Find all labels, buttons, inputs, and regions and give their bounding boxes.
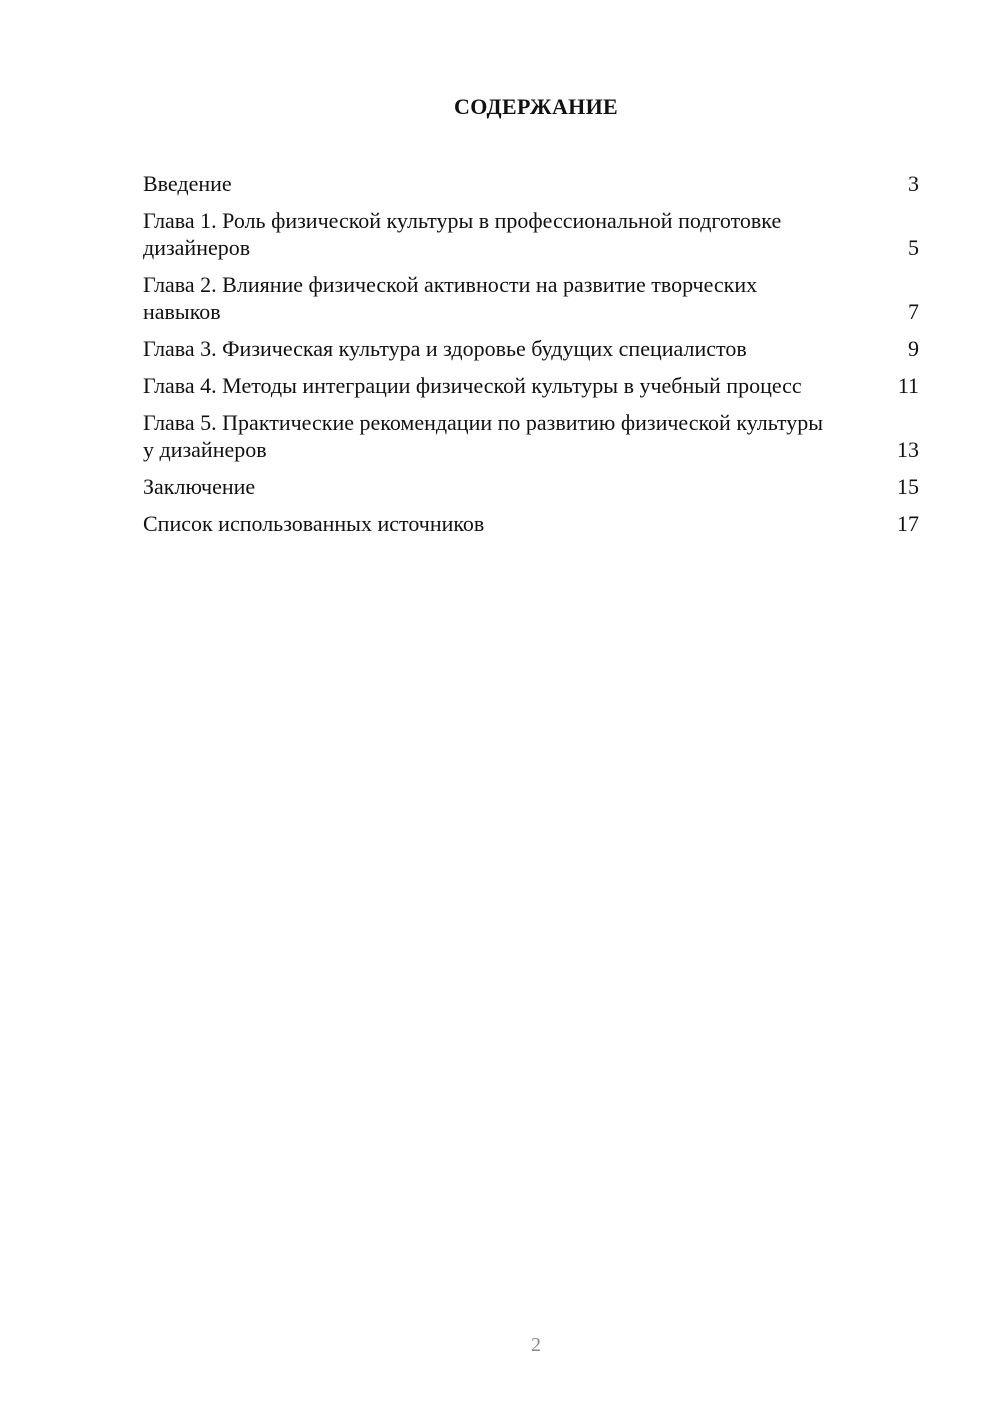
page-number: 2	[531, 1334, 541, 1356]
toc-entry-title: Глава 5. Практические рекомендации по развитию физической культуры у дизайнеров	[143, 410, 824, 462]
toc-entry-page: 5	[908, 235, 919, 260]
toc-entry-title: Глава 1. Роль физической культуры в профессиональной подготовке дизайнеров	[143, 208, 782, 260]
toc-entry-title: Заключение	[143, 474, 256, 499]
toc-list	[143, 170, 919, 547]
toc-entry-title: Глава 2. Влияние физической активности на развитие творческих навыков	[143, 272, 758, 324]
toc-entry-page: 17	[897, 511, 919, 536]
toc-entry-page: 11	[897, 373, 919, 398]
toc-entry-page: 15	[897, 474, 919, 499]
toc-entry-references[interactable]	[143, 510, 919, 537]
toc-entry-page: 13	[897, 437, 919, 462]
toc-entry-page: 7	[908, 299, 919, 324]
toc-entry-chapter-4[interactable]	[143, 372, 919, 399]
toc-entry-title: Глава 3. Физическая культура и здоровье будущих специалистов	[143, 336, 747, 361]
toc-entry-page: 9	[908, 336, 919, 361]
toc-entry-title: Список использованных источников	[143, 511, 485, 536]
toc-entry-chapter-1[interactable]	[143, 207, 919, 261]
toc-entry-chapter-2[interactable]	[143, 271, 919, 325]
toc-entry-introduction[interactable]	[143, 170, 919, 197]
toc-entry-title: Введение	[143, 171, 232, 196]
toc-heading: СОДЕРЖАНИЕ	[454, 94, 618, 119]
toc-entry-chapter-5[interactable]	[143, 409, 919, 463]
toc-entry-conclusion[interactable]	[143, 473, 919, 500]
toc-entry-chapter-3[interactable]	[143, 335, 919, 362]
toc-entry-title: Глава 4. Методы интеграции физической культуры в учебный процесс	[143, 373, 802, 398]
toc-entry-page: 3	[908, 171, 919, 196]
